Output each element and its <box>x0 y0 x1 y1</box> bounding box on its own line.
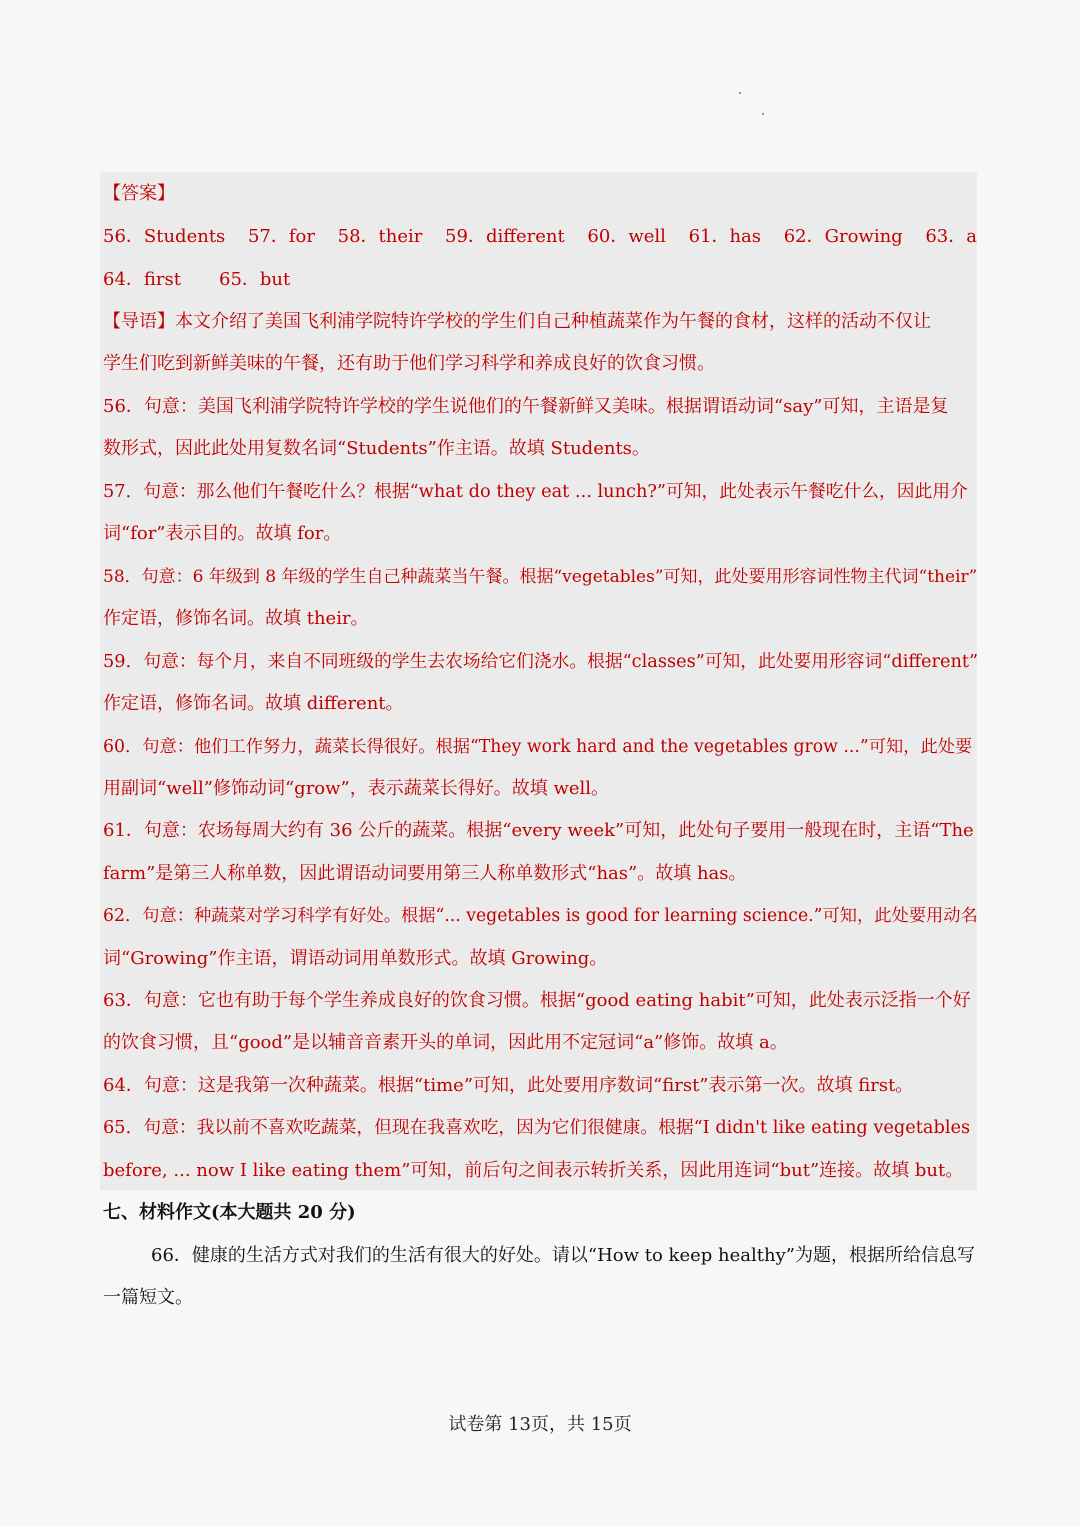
explanation-line: 61．句意：农场每周大约有 36 公斤的蔬菜。根据“every week”可知，此处句子要用一般现在时，主语“The <box>103 820 974 841</box>
explanation-line: 词“for”表示目的。故填 for。 <box>103 523 342 544</box>
explanation-line: 数形式，因此此处用复数名词“Students”作主语。故填 Students。 <box>103 438 650 459</box>
explanation-line: 词“Growing”作主语，谓语动词用单数形式。故填 Growing。 <box>103 948 608 969</box>
explanation-line: 作定语，修饰名词。故填 different。 <box>103 693 404 714</box>
explanation-line: farm”是第三人称单数，因此谓语动词要用第三人称单数形式“has”。故填 has。 <box>103 863 747 884</box>
explanation-line: 62．句意：种蔬菜对学习科学有好处。根据“... vegetables is good for learning science.”可知，此处要用动名 <box>103 906 978 926</box>
answer-item: 61．has <box>688 226 762 247</box>
explanation-line: 56．句意：美国飞利浦学院特许学校的学生说他们的午餐新鲜又美味。根据谓语动词“say”可知，主语是复 <box>103 396 949 417</box>
explanation-line: 的饮食习惯，且“good”是以辅音音素开头的单词，因此用不定冠词“a”修饰。故填 a。 <box>103 1032 788 1053</box>
question-66-text-continued: 一篇短文。 <box>103 1287 193 1308</box>
answer-item: 57．for <box>247 226 315 247</box>
answer-item: 56．Students <box>103 226 226 247</box>
answer-item: 59．different <box>445 226 565 247</box>
answer-heading: 【答案】 <box>103 183 175 204</box>
answer-item: 62．Growing <box>783 226 903 247</box>
scan-dot <box>762 113 764 115</box>
explanation-line: 64．句意：这是我第一次种蔬菜。根据“time”可知，此处要用序数词“first”表示第一次。故填 first。 <box>103 1075 914 1096</box>
question-66-text: 66．健康的生活方式对我们的生活有很大的好处。请以“How to keep healthy”为题，根据所给信息写 <box>151 1245 975 1266</box>
explanation-line: 58．句意：6 年级到 8 年级的学生自己种蔬菜当午餐。根据“vegetables”可知，此处要用形容词性物主代词“their” <box>103 567 978 587</box>
explanation-line: 63．句意：它也有助于每个学生养成良好的饮食习惯。根据“good eating habit”可知，此处表示泛指一个好 <box>103 990 971 1011</box>
answers-row-1 <box>103 225 978 249</box>
explanation-line: 59．句意：每个月，来自不同班级的学生去农场给它们浇水。根据“classes”可知，此处要用形容词“different” <box>103 652 979 672</box>
answer-item: 64．first <box>103 269 181 290</box>
scan-dot <box>739 92 741 94</box>
explanation-line: 作定语，修饰名词。故填 their。 <box>103 608 369 629</box>
explanation-line: 60．句意：他们工作努力，蔬菜长得很好。根据“They work hard and the vegetables grow ...”可知，此处要 <box>103 737 973 757</box>
answers-row-2 <box>103 268 978 292</box>
explanation-line: before, ... now I like eating them”可知，前后句之间表示转折关系，因此用连词“but”连接。故填 but。 <box>103 1160 964 1181</box>
answer-item: 58．their <box>337 226 423 247</box>
explanation-line: 【导语】本文介绍了美国飞利浦学院特许学校的学生们自己种植蔬菜作为午餐的食材，这样的活动不仅让 <box>103 311 931 332</box>
answer-item: 63．a <box>925 226 977 247</box>
explanation-line: 用副词“well”修饰动词“grow”，表示蔬菜长得好。故填 well。 <box>103 778 610 799</box>
answer-item: 60．well <box>587 226 666 247</box>
explanation-line: 学生们吃到新鲜美味的午餐，还有助于他们学习科学和养成良好的饮食习惯。 <box>103 353 715 374</box>
explanation-line: 65．句意：我以前不喜欢吃蔬菜，但现在我喜欢吃，因为它们很健康。根据“I didn't like eating vegetables <box>103 1118 971 1138</box>
section-title: 七、材料作文(本大题共 20 分) <box>103 1202 356 1223</box>
answer-item: 65．but <box>219 269 291 290</box>
page-footer: 试卷第 13页，共 15页 <box>448 1414 632 1435</box>
explanation-line: 57．句意：那么他们午餐吃什么？根据“what do they eat ... lunch?”可知，此处表示午餐吃什么，因此用介 <box>103 482 968 502</box>
